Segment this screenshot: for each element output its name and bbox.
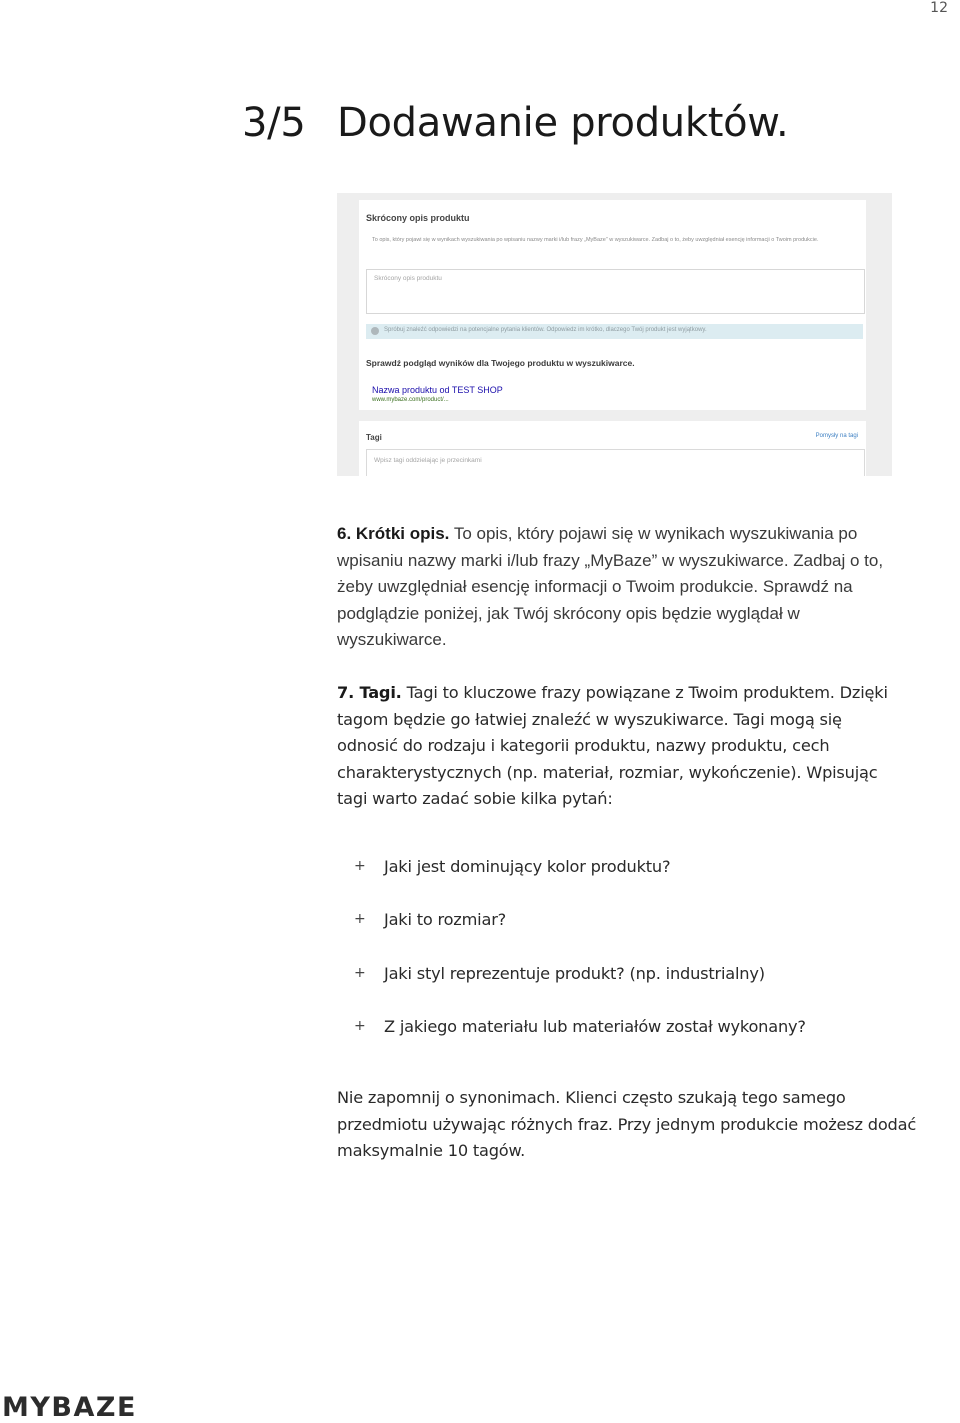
section-number: 3/5: [242, 100, 306, 146]
tags-input-placeholder: Wpisz tagi oddzielając je przecinkami: [374, 457, 482, 464]
short-description-textarea[interactable]: [366, 269, 865, 314]
info-banner: [366, 324, 863, 339]
question-text: Jaki jest dominujący kolor produktu?: [384, 857, 671, 876]
info-icon: [371, 327, 379, 335]
question-text: Jaki to rozmiar?: [384, 910, 507, 930]
plus-icon: +: [354, 964, 366, 981]
section-7-text: Tagi to kluczowe frazy powiązane z Twoim produktem. Dzięki tagom będzie go łatwiej znaleźć w wyszukiwarce. Tagi mogą się odnosić do rodzaju i kategorii produktu, nazwy produktu, cech charakterystycznych (np. materiał, rozmiar, wykończenie). Wpisując tagi warto zadać sobie kilka pytań:: [337, 683, 888, 808]
closing-paragraph: Nie zapomnij o synonimach. Klienci często szukają tego samego przedmiotu używając różnych fraz. Przy jednym produkcie możesz dodać maksymalnie 10 tagów.: [337, 1088, 917, 1160]
mybaze-logo: MYBAZE: [2, 1392, 137, 1423]
section-6-label: 6. Krótki opis.: [337, 524, 450, 543]
tags-input[interactable]: [366, 449, 865, 476]
page-title: [242, 100, 788, 146]
search-result-url: www.mybaze.com/product/...: [372, 397, 449, 403]
textarea-placeholder: Skrócony opis produktu: [374, 275, 442, 282]
title-text: Dodawanie produktów.: [337, 100, 789, 146]
search-preview-heading: Sprawdź podgląd wyników dla Twojego produktu w wyszukiwarce.: [366, 358, 635, 368]
section-7-paragraph: [337, 680, 897, 813]
tag-ideas-link[interactable]: Pomysły na tagi: [815, 433, 858, 439]
product-form-screenshot: [337, 193, 892, 476]
tags-label: Tagi: [366, 433, 382, 442]
plus-icon: +: [354, 1017, 366, 1034]
short-description-title: Skrócony opis produktu: [366, 213, 470, 223]
info-banner-text: Spróbuj znaleźć odpowiedzi na potencjalne pytania klientów. Odpowiedz im krótko, dlaczego Twój produkt jest wyjątkowy.: [384, 327, 707, 333]
tags-panel: [359, 421, 866, 476]
page-number: 12: [930, 0, 948, 16]
plus-icon: +: [354, 858, 366, 874]
search-result-title: Nazwa produktu od TEST SHOP: [372, 385, 503, 395]
question-text: Z jakiego materiału lub materiałów został wykonany?: [384, 1016, 806, 1036]
plus-icon: +: [354, 911, 366, 928]
section-6-paragraph: [337, 521, 897, 654]
question-text: Jaki styl reprezentuje produkt? (np. industrialny): [384, 963, 765, 983]
short-description-panel: [359, 200, 866, 410]
section-7-label: 7. Tagi.: [337, 683, 402, 702]
section-6-text: To opis, który pojawi się w wynikach wyszukiwania po wpisaniu nazwy marki i/lub frazy „MyBaze” w wyszukiwarce. Zadbaj o to, żeby uwzględniał esencję informacji o Twoim produkcie. Sprawdź na podglądzie poniżej, jak Twój skrócony opis będzie wyglądał w wyszukiwarce.: [337, 524, 884, 649]
short-description-help: To opis, który pojawi się w wynikach wyszukiwania po wpisaniu nazwy marki i/lub frazy „MyBaze” w wyszukiwarce. Zadbaj o to, żeby uwzględniał esencję informacji o Twoim produkcie.: [372, 237, 819, 243]
